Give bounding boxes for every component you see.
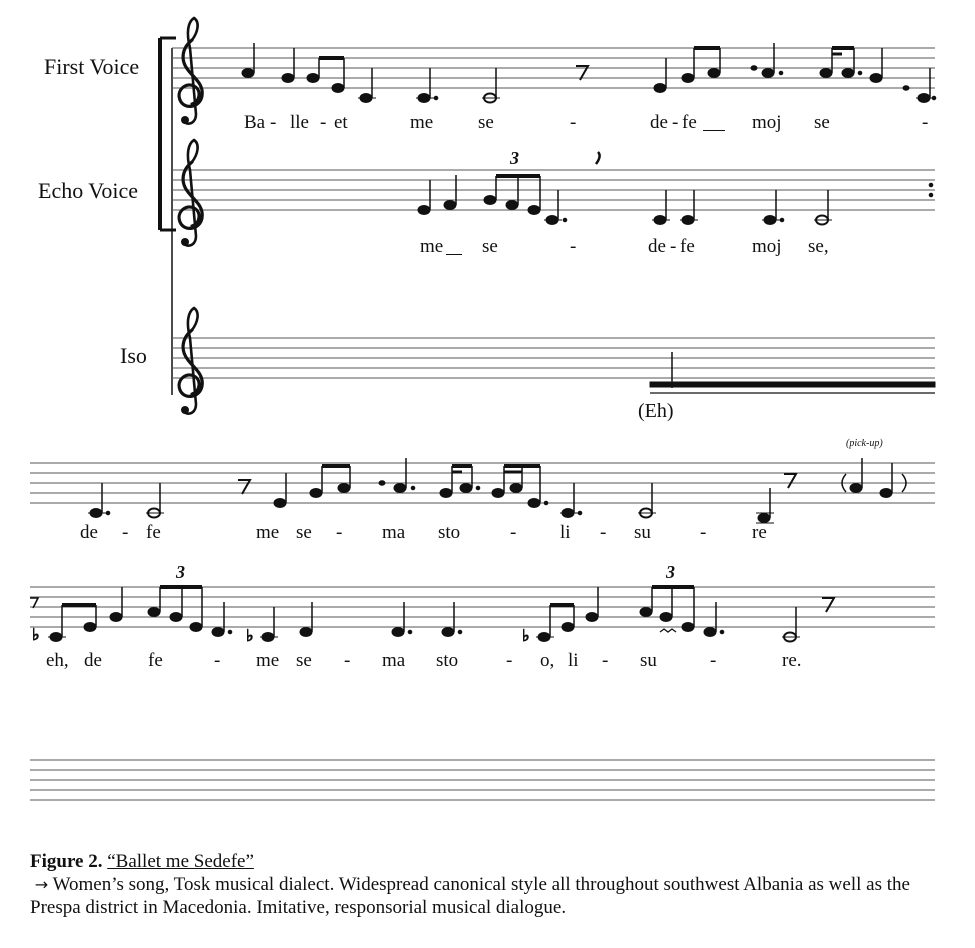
lyric-syllable: fe [682, 112, 697, 133]
lyric-syllable: sto [438, 522, 461, 543]
lyric-syllable: re [752, 522, 767, 543]
lyric-syllable: - [510, 522, 517, 543]
lyric-syllable: su [634, 522, 651, 543]
lyric-syllable: me [420, 236, 444, 257]
lyric-extender [446, 254, 462, 255]
lyric-syllable: fe [146, 522, 161, 543]
lyric-syllable: se [296, 650, 312, 671]
iso-label: Iso [120, 343, 147, 368]
tuplet-mark: 3 [666, 562, 675, 582]
caption-body [30, 873, 960, 919]
lyric-syllable: moj [752, 112, 782, 133]
lyric-syllable: me [410, 112, 434, 133]
lyric-syllable: se [482, 236, 498, 257]
lyric-extender [703, 130, 725, 131]
system1-bracket [160, 38, 176, 395]
lyric-syllable: - [344, 650, 351, 671]
lyric-syllable: lle [290, 112, 309, 133]
lyric-syllable: ma [382, 650, 406, 671]
lyric-syllable: eh, [46, 650, 69, 671]
lyric-syllable: fe [148, 650, 163, 671]
figure-number: Figure 2. [30, 851, 103, 872]
lyric-syllable: de [650, 112, 668, 133]
echo-voice-label: Echo Voice [38, 178, 138, 203]
caption-description: Women’s song, Tosk musical dialect. Widespread canonical style all throughout southwest Albania as well as the Prespa district in Macedonia. Imitative, responsorial musical dialogue. [30, 874, 910, 918]
lyric-syllable: et [334, 112, 348, 133]
lyric-syllable: de [84, 650, 102, 671]
iso-syllable: (Eh) [638, 400, 674, 422]
caption-heading [30, 850, 960, 873]
lyric-syllable: - [602, 650, 609, 671]
lyric-syllable: o, [540, 650, 555, 671]
lyric-syllable: - [570, 112, 577, 133]
lyric-syllable: - [600, 522, 607, 543]
lyric-syllable: ma [382, 522, 406, 543]
lyric-syllable: - [336, 522, 343, 543]
system3-staff [30, 587, 935, 645]
svg-text:♭: ♭ [522, 626, 530, 645]
lyric-syllable: re. [782, 650, 802, 671]
lyric-syllable: - [122, 522, 129, 543]
lyric-syllable: - [270, 112, 277, 133]
arrow-icon: → [34, 875, 49, 894]
lyric-syllable: - [922, 112, 929, 133]
lyric-syllable: se [296, 522, 312, 543]
tuplet-mark: 3 [510, 148, 519, 168]
lyric-syllable: - [670, 236, 677, 257]
svg-text:♭: ♭ [246, 626, 254, 645]
lyric-syllable: fe [680, 236, 695, 257]
tuplet-mark: 3 [176, 562, 185, 582]
lyric-syllable: sto [436, 650, 459, 671]
lyric-syllable: li [560, 522, 571, 543]
lyric-syllable: Ba [244, 112, 266, 133]
system2-staff [30, 458, 935, 523]
lyric-syllable: de [80, 522, 98, 543]
lyric-syllable: se [814, 112, 830, 133]
svg-text:♭: ♭ [32, 625, 40, 644]
echo-voice-staff [172, 140, 935, 246]
lyric-syllable: - [214, 650, 221, 671]
lyric-syllable: me [256, 650, 280, 671]
lyric-syllable: li [568, 650, 579, 671]
lyric-syllable: - [570, 236, 577, 257]
pickup-label: (pick-up) [846, 438, 883, 449]
lyric-syllable: - [320, 112, 327, 133]
lyric-syllable: - [672, 112, 679, 133]
lyric-syllable: de [648, 236, 666, 257]
lyric-syllable: me [256, 522, 280, 543]
lyric-syllable: moj [752, 236, 782, 257]
first-voice-label: First Voice [44, 54, 140, 79]
first-voice-staff [172, 18, 936, 124]
lyric-syllable: se [478, 112, 494, 133]
lyric-syllable: su [640, 650, 657, 671]
empty-staff [30, 760, 935, 800]
lyric-syllable: - [710, 650, 717, 671]
lyric-syllable: - [506, 650, 513, 671]
figure-title: “Ballet me Sedefe” [107, 851, 254, 872]
lyric-syllable: - [700, 522, 707, 543]
iso-staff [172, 308, 935, 414]
figure-caption [30, 850, 960, 919]
lyric-syllable: se, [808, 236, 829, 257]
